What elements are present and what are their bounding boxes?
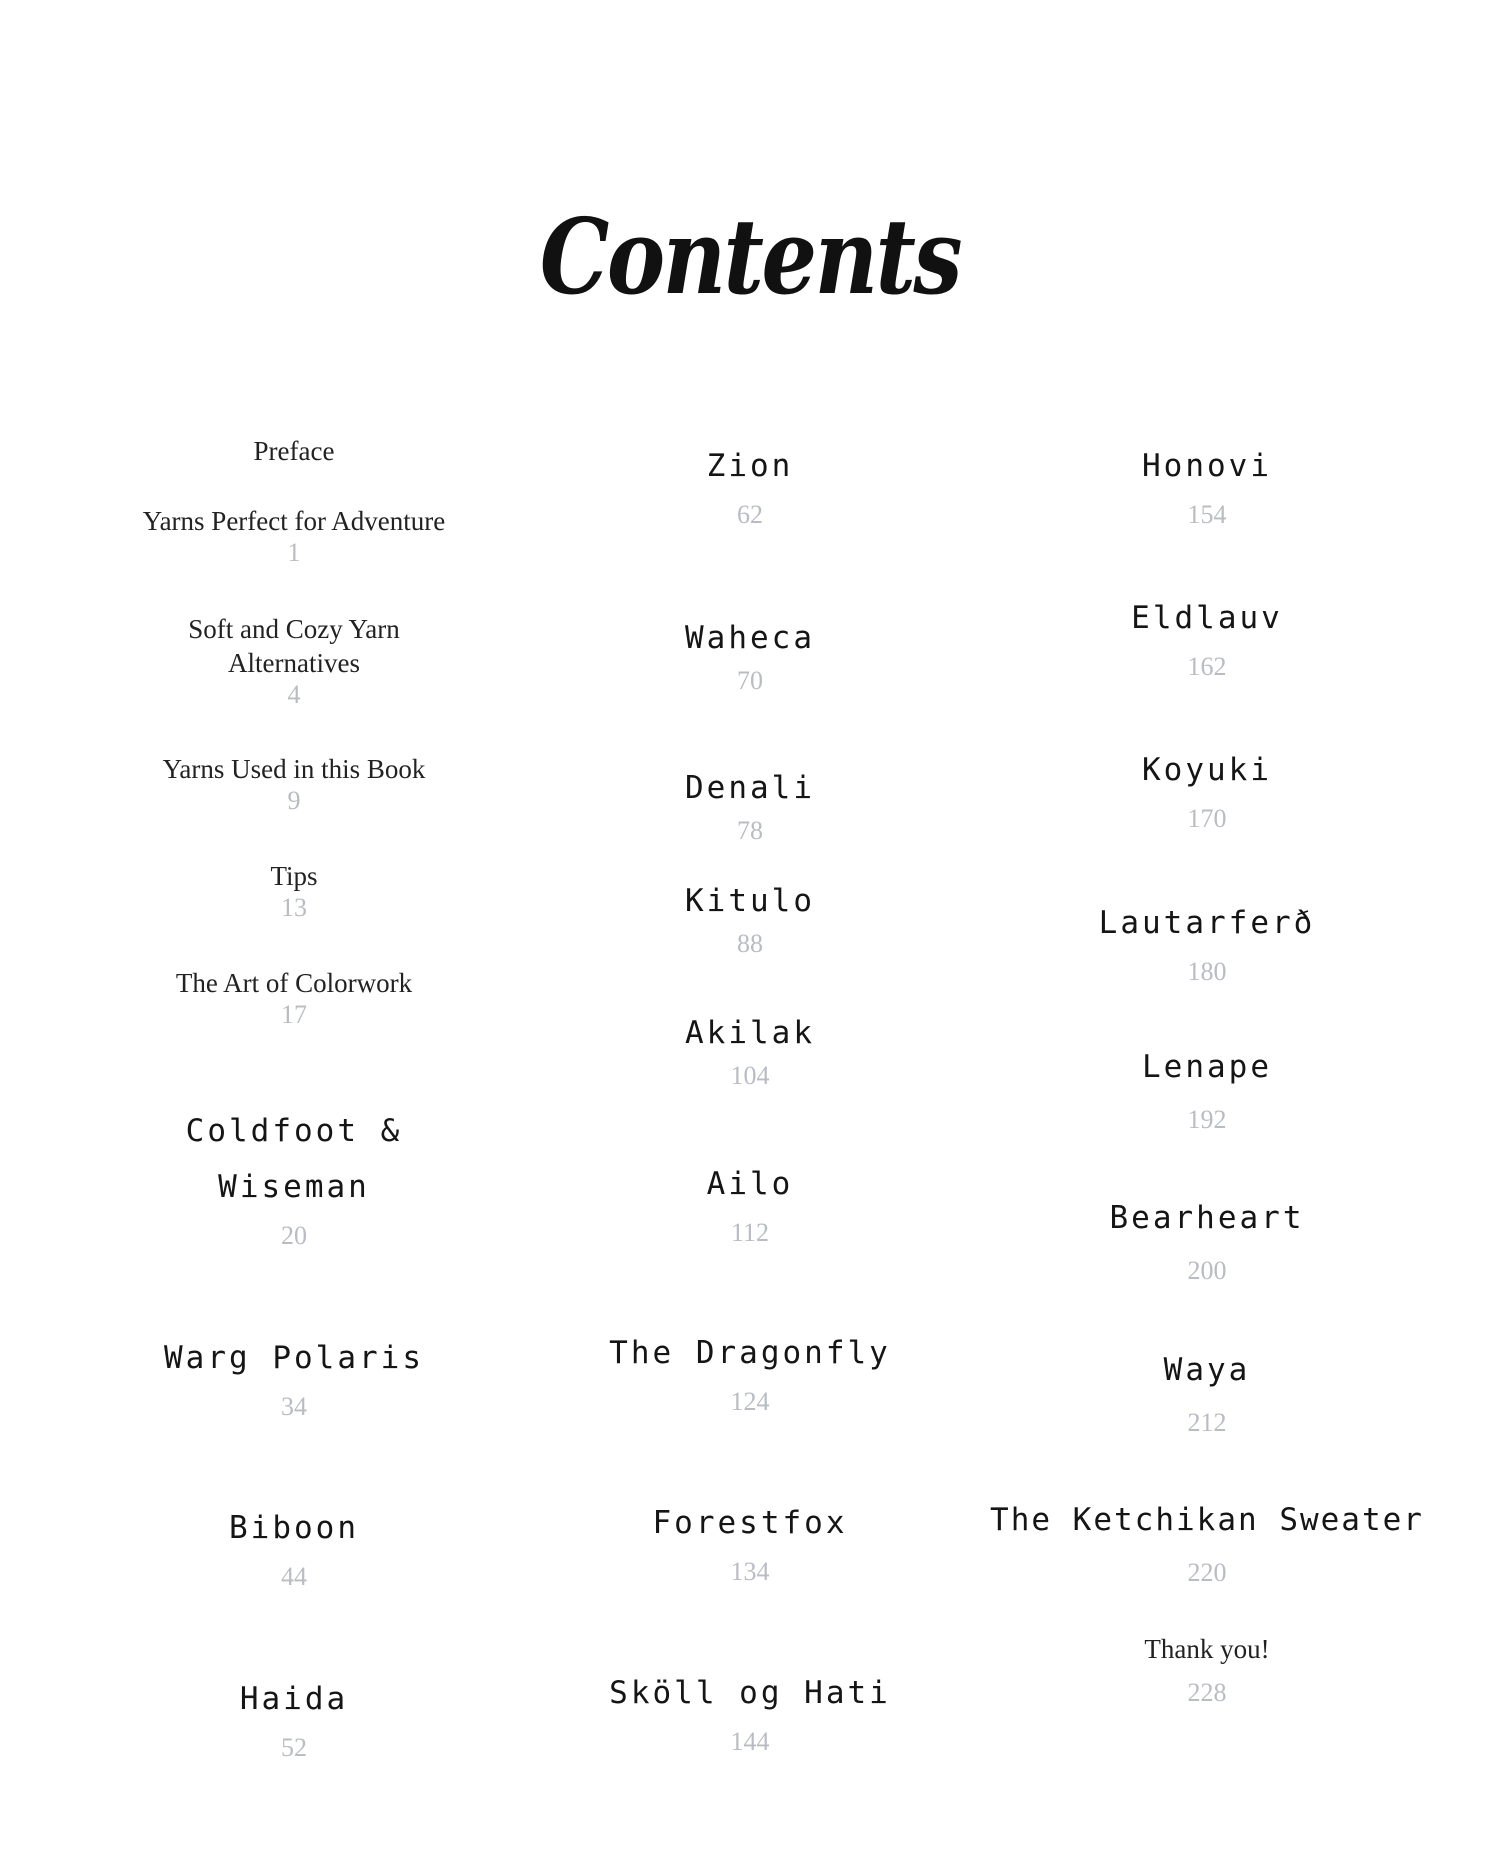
toc-entry-yarns-used-in-this-book[interactable] bbox=[163, 752, 426, 816]
toc-page-number: 170 bbox=[1187, 804, 1227, 833]
toc-page-number: 154 bbox=[1187, 500, 1227, 529]
toc-entry-haida[interactable] bbox=[240, 1671, 348, 1763]
toc-entry-label-line2: Alternatives bbox=[228, 648, 360, 678]
toc-page-number: 124 bbox=[730, 1387, 770, 1416]
page-title: Contents bbox=[539, 195, 961, 318]
toc-entry-label: Forestfox bbox=[652, 1505, 848, 1541]
toc-page-number: 62 bbox=[737, 500, 763, 529]
toc-entry-label-line2: Wiseman bbox=[218, 1169, 370, 1205]
toc-entry-denali[interactable] bbox=[685, 760, 815, 846]
toc-page-number: 192 bbox=[1187, 1105, 1227, 1134]
toc-entry-label: The Dragonfly bbox=[609, 1335, 891, 1371]
toc-entry-label: Lautarferð bbox=[1098, 905, 1316, 941]
toc-entry-zion[interactable] bbox=[707, 438, 794, 530]
toc-page-number: 162 bbox=[1187, 652, 1227, 681]
toc-entry-label: Tips bbox=[270, 861, 318, 891]
toc-entry-label: Haida bbox=[239, 1681, 349, 1717]
toc-page-number: 13 bbox=[281, 893, 307, 922]
toc-entry-label: Lenape bbox=[1142, 1049, 1272, 1085]
toc-page-number: 9 bbox=[287, 786, 301, 815]
toc-entry-skoll-og-hati[interactable] bbox=[609, 1665, 891, 1757]
toc-entry-label: Eldlauv bbox=[1131, 600, 1283, 636]
toc-page-number: 52 bbox=[280, 1733, 307, 1762]
toc-entry-preface[interactable] bbox=[254, 434, 335, 468]
toc-entry-the-dragonfly[interactable] bbox=[609, 1325, 891, 1417]
toc-entry-honovi[interactable] bbox=[1142, 438, 1272, 530]
toc-entry-label: The Art of Colorwork bbox=[175, 968, 413, 998]
toc-entry-warg-polaris[interactable] bbox=[164, 1330, 424, 1422]
toc-entry-koyuki[interactable] bbox=[1142, 742, 1272, 834]
toc-page-number: 34 bbox=[281, 1392, 307, 1421]
toc-entry-label: Yarns Used in this Book bbox=[162, 754, 426, 784]
toc-entry-kitulo[interactable] bbox=[685, 873, 815, 959]
toc-entry-yarns-perfect-for-adventure[interactable] bbox=[143, 504, 445, 568]
toc-entry-bearheart[interactable] bbox=[1110, 1190, 1305, 1286]
toc-entry-label: Yarns Perfect for Adventure bbox=[142, 506, 446, 536]
toc-entry-waheca[interactable] bbox=[685, 610, 815, 696]
toc-entry-akilak[interactable] bbox=[685, 1005, 815, 1091]
toc-page-number: 134 bbox=[730, 1557, 770, 1586]
toc-entry-label: Bearheart bbox=[1109, 1200, 1305, 1236]
toc-entry-label: Kitulo bbox=[685, 883, 815, 919]
toc-entry-thank-you[interactable] bbox=[1144, 1632, 1269, 1708]
toc-entry-label: Ailo bbox=[706, 1166, 794, 1202]
toc-page-number: 200 bbox=[1187, 1256, 1227, 1285]
toc-page-number: 104 bbox=[730, 1061, 770, 1090]
toc-entry-label: Preface bbox=[253, 436, 335, 466]
toc-entry-lenape[interactable] bbox=[1142, 1039, 1272, 1135]
toc-entry-label: Koyuki bbox=[1142, 752, 1272, 788]
toc-entry-coldfoot-wiseman[interactable] bbox=[186, 1103, 403, 1251]
toc-page-number: 70 bbox=[736, 666, 763, 695]
toc-entry-label: Honovi bbox=[1142, 448, 1272, 484]
toc-entry-label: Thank you! bbox=[1144, 1634, 1270, 1664]
toc-entry-label-line1: Coldfoot & bbox=[185, 1113, 403, 1149]
toc-page-number: 17 bbox=[281, 1000, 307, 1029]
toc-page-number: 220 bbox=[1187, 1558, 1227, 1587]
toc-entry-waya[interactable] bbox=[1164, 1342, 1251, 1438]
toc-entry-label: Warg Polaris bbox=[164, 1340, 424, 1376]
toc-page-number: 144 bbox=[730, 1727, 770, 1756]
toc-entry-label: Waya bbox=[1163, 1352, 1251, 1388]
toc-entry-label: Waheca bbox=[685, 620, 815, 656]
toc-entry-label: Zion bbox=[706, 448, 794, 484]
toc-page-number: 20 bbox=[280, 1221, 307, 1250]
toc-entry-art-of-colorwork[interactable] bbox=[176, 966, 412, 1030]
toc-entry-label-line1: Soft and Cozy Yarn bbox=[188, 614, 400, 644]
toc-page-number: 1 bbox=[287, 538, 301, 567]
toc-page-number: 88 bbox=[736, 929, 763, 958]
toc-page-number: 78 bbox=[736, 816, 763, 845]
toc-page-number: 228 bbox=[1187, 1678, 1227, 1707]
toc-entry-eldlauv[interactable] bbox=[1131, 590, 1283, 682]
toc-entry-soft-and-cozy-yarn-alternatives[interactable] bbox=[188, 612, 400, 710]
toc-entry-lautarferd[interactable] bbox=[1099, 895, 1316, 987]
toc-entry-forestfox[interactable] bbox=[653, 1495, 848, 1587]
toc-entry-ailo[interactable] bbox=[707, 1156, 794, 1248]
toc-page-number: 180 bbox=[1187, 957, 1227, 986]
toc-entry-label: The Ketchikan Sweater bbox=[990, 1502, 1424, 1538]
toc-page-number: 4 bbox=[287, 680, 301, 709]
toc-entry-biboon[interactable] bbox=[229, 1500, 359, 1592]
toc-entry-tips[interactable] bbox=[270, 859, 317, 923]
toc-entry-label: Denali bbox=[685, 770, 815, 806]
toc-entry-label: Biboon bbox=[229, 1510, 359, 1546]
toc-entry-label: Akilak bbox=[685, 1015, 815, 1051]
toc-entry-label: Sköll og Hati bbox=[609, 1675, 891, 1711]
toc-page-number: 212 bbox=[1187, 1408, 1227, 1437]
toc-page-number: 44 bbox=[280, 1562, 307, 1591]
toc-page-number: 112 bbox=[730, 1218, 770, 1247]
toc-entry-ketchikan-sweater[interactable] bbox=[990, 1492, 1424, 1588]
